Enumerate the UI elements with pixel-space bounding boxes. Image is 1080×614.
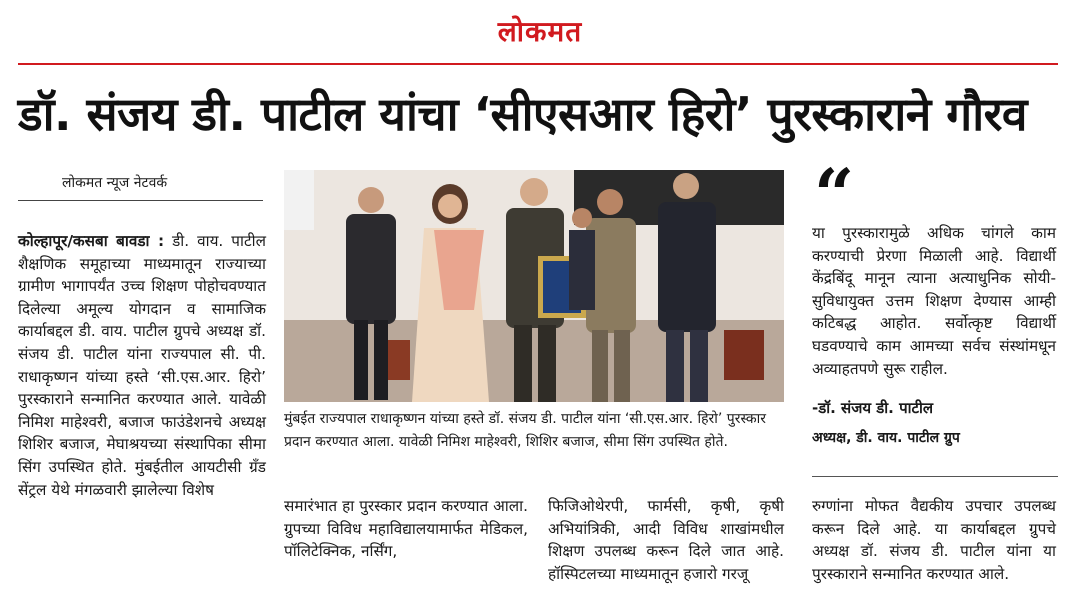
pull-quote-author-role: अध्यक्ष, डी. वाय. पाटील ग्रुप bbox=[812, 430, 960, 446]
byline: लोकमत न्यूज नेटवर्क bbox=[62, 175, 168, 191]
newspaper-masthead-logo: लोकमत bbox=[497, 15, 583, 48]
article-column-2: समारंभात हा पुरस्कार प्रदान करण्यात आला. ग्रुपच्या विविध महाविद्यालयामार्फत मेडिकल, पॉलिटेक्निक, नर्सिंग, bbox=[284, 497, 528, 561]
byline-divider bbox=[18, 200, 263, 201]
pull-quote-text: या पुरस्कारामुळे अधिक चांगले काम करण्याची प्रेरणा मिळाली आहे. विद्यार्थी केंद्रबिंदू मानून त्याना अत्याधुनिक सोयी-सुविधायुक्त उत्तम शिक्षण देण्यास आम्ही कटिबद्ध आहोत. सर्वोत्कृष्ट विद्यार्थी घडवण्याचे काम आमच्या सर्वच संस्थांमधून अव्याहतपणे सुरू राहील. bbox=[812, 224, 1056, 378]
dateline: कोल्हापूर/कसबा बावडा : bbox=[18, 232, 165, 250]
article-column-1 bbox=[18, 230, 266, 501]
pull-quote-author: -डॉ. संजय डी. पाटील bbox=[812, 399, 934, 417]
photo-caption: मुंबईत राज्यपाल राधाकृष्णन यांच्या हस्ते डॉ. संजय डी. पाटील यांना ‘सी.एस.आर. हिरो’ पुरस्कार प्रदान करण्यात आला. यावेळी निमिश माहेश्वरी, शिशिर बजाज, सीमा सिंग उपस्थित होते. bbox=[284, 411, 767, 450]
article-headline: डॉ. संजय डी. पाटील यांचा ‘सीएसआर हिरो’ पुरस्काराने गौरव bbox=[18, 87, 1027, 141]
article-column-3: फिजिओथेरपी, फार्मसी, कृषी, कृषी अभियांत्रिकी, आदी विविध शाखांमधील शिक्षण उपलब्ध करून दिले जात आहे. हॉस्पिटलच्या माध्यमातून हजारो गरजू bbox=[548, 497, 784, 583]
masthead-divider bbox=[18, 63, 1058, 65]
pull-quote-divider bbox=[812, 476, 1058, 477]
photo-illustration bbox=[284, 170, 784, 402]
quote-mark-icon: “ bbox=[814, 153, 855, 236]
award-ceremony-photo bbox=[284, 170, 784, 402]
article-column-4: रुग्णांना मोफत वैद्यकीय उपचार उपलब्ध करून दिले आहे. या कार्याबद्दल ग्रुपचे अध्यक्ष डॉ. संजय डी. पाटील यांना या पुरस्काराने सन्मानित करण्यात आले. bbox=[812, 497, 1056, 583]
article-column-1-text: डी. वाय. पाटील शैक्षणिक समूहाच्या माध्यमातून राज्याच्या ग्रामीण भागापर्यंत उच्च शिक्षण पोहोचवण्यात दिलेल्या अमूल्य योगदान व सामाजिक कार्याबद्दल डी. वाय. पाटील ग्रुपचे अध्यक्ष डॉ. संजय डी. पाटील यांना राज्यपाल सी. पी. राधाकृष्णन यांच्या हस्ते ‘सी.एस.आर. हिरो’ पुरस्काराने सन्मानित करण्यात आले. यावेळी निमिश माहेश्वरी, बजाज फाउंडेशनचे अध्यक्ष शिशिर बजाज, मेघाश्रयच्या संस्थापिका सीमा सिंग उपस्थित होते. मुंबईतील आयटीसी ग्रँड सेंट्रल येथे मंगळवारी झालेल्या विशेष bbox=[18, 232, 266, 499]
